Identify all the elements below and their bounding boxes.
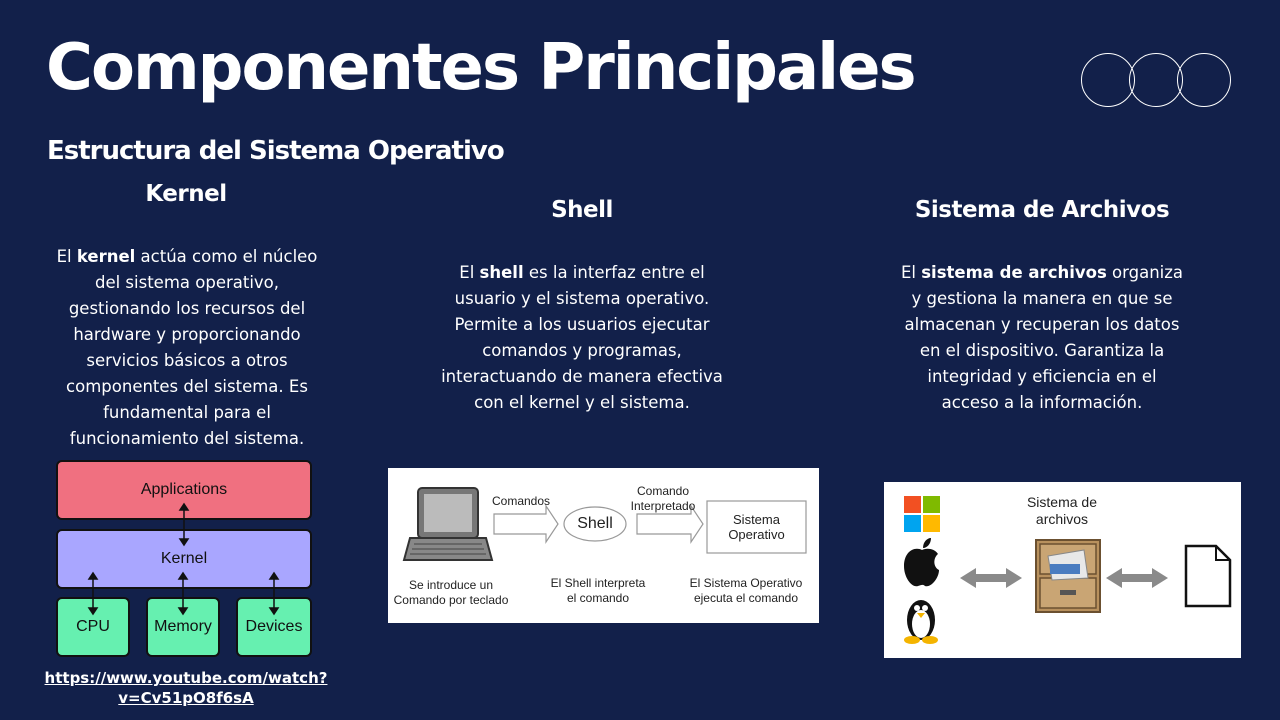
decorative-circle-icon: [1081, 53, 1135, 107]
sistema-de-archivos-label: Sistema de archivos: [1026, 494, 1098, 527]
shell-heading: Shell: [551, 197, 613, 223]
arrow-right-icon: [494, 506, 558, 542]
document-icon: [1186, 546, 1230, 606]
kernel-box: Kernel: [56, 529, 312, 589]
comandos-label: Comandos: [491, 494, 551, 508]
page-title: Componentes Principales: [46, 31, 915, 105]
filesystem-description: El sistema de archivos organiza y gestiona la manera en que se almacenan y recuperan los datos en el dispositivo. Garantiza la integridad y eficiencia en el acceso a la información.: [900, 263, 1184, 412]
kernel-heading: Kernel: [145, 181, 227, 207]
page-subtitle: Estructura del Sistema Operativo: [47, 136, 504, 166]
youtube-link[interactable]: https://www.youtube.com/watch? v=Cv51pO8f6sA: [44, 669, 328, 707]
caption-teclado: Se introduce un Comando por teclado: [393, 578, 509, 607]
double-arrow-icon: [1106, 568, 1168, 588]
caption-os: El Sistema Operativo ejecuta el comando: [689, 576, 803, 605]
shell-description: El shell es la interfaz entre el usuario y el sistema operativo. Permite a los usuarios ejecutar comandos y programas, interactuando de manera efectiva con el kernel y el sistema.: [441, 263, 723, 412]
filesystem-diagram: [884, 482, 1241, 658]
decorative-circle-icon: [1177, 53, 1231, 107]
shell-diagram: [388, 468, 819, 623]
linux-tux-icon: [904, 600, 938, 644]
shell-label: Shell: [577, 515, 613, 532]
cpu-box: CPU: [56, 597, 130, 657]
decorative-circle-icon: [1129, 53, 1183, 107]
devices-box: Devices: [236, 597, 312, 657]
caption-shell: El Shell interpreta el comando: [550, 576, 646, 605]
apple-logo-icon: [904, 538, 939, 586]
memory-box: Memory: [146, 597, 220, 657]
applications-box: Applications: [56, 460, 312, 520]
kernel-diagram: [56, 460, 314, 635]
filing-cabinet-icon: [1036, 540, 1100, 612]
os-label: Sistema Operativo: [728, 512, 785, 542]
connector-arrows-icon: [56, 460, 314, 660]
windows-logo-icon: [904, 496, 940, 532]
filesystem-heading: Sistema de Archivos: [914, 197, 1170, 223]
double-arrow-icon: [960, 568, 1022, 588]
comando-interpretado-label: Comando Interpretado: [630, 484, 696, 513]
kernel-description: El kernel actúa como el núcleo del sistema operativo, gestionando los recursos del hardware y proporcionando servicios básicos a otros componentes del sistema. Es fundamental para el funcionamiento del sistema.: [56, 247, 318, 448]
laptop-icon: [404, 488, 492, 560]
